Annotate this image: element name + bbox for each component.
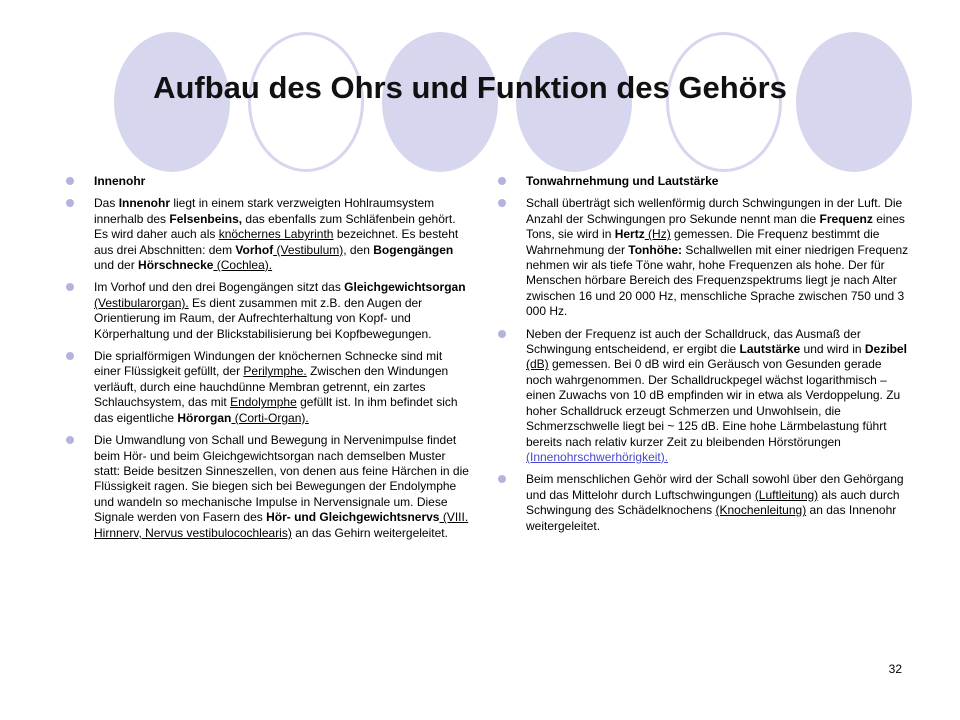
bullet-icon bbox=[66, 283, 74, 291]
list-item bbox=[66, 174, 470, 189]
list-item bbox=[498, 327, 910, 466]
page-number: 32 bbox=[888, 662, 902, 676]
bullet-icon bbox=[66, 177, 74, 185]
paragraph: Die Umwandlung von Schall und Bewegung in Nervenimpulse findet beim Hör- und beim Gleichgewichtsorgan nach demselben Muster statt: Beide besitzen Sinneszellen, von denen aus feine Härchen in die Flüssigkeit ragen. Sie biegen sich bei Bewegungen der Endolymphe und wandeln so mechanische Impulse in Nervensignale um. Diese Signale werden von Fasern des Hör- und Gleichgewichtsnervs (VIII. Hirnnerv, Nervus vestibulocochlearis) an das Gehirn weitergeleitet. bbox=[94, 433, 469, 540]
list-item bbox=[66, 349, 470, 426]
bullet-icon bbox=[66, 199, 74, 207]
paragraph: Das Innenohr liegt in einem stark verzweigten Hohlraumsystem innerhalb des Felsenbeins, das ebenfalls zum Schläfenbein gehört. Es wird daher auch als knöchernes Labyrinth bezeichnet. Es besteht aus drei Abschnitten: dem Vorhof (Vestibulum), den Bogengängen und der Hörschnecke (Cochlea). bbox=[94, 196, 459, 273]
slide-title: Aufbau des Ohrs und Funktion des Gehörs bbox=[153, 70, 787, 105]
section-heading: Tonwahrnehmung und Lautstärke bbox=[526, 174, 719, 188]
paragraph: Im Vorhof und den drei Bogengängen sitzt das Gleichgewichtsorgan (Vestibularorgan). Es dient zusammen mit z.B. den Augen der Orientierung im Raum, der Aufrechterhaltung von Kopf- und Körperhaltung und der Blickstabilisierung bei Kopfbewegungen. bbox=[94, 280, 466, 341]
left-column bbox=[66, 174, 470, 548]
hyperlink[interactable]: (Innenohrschwerhörigkeit). bbox=[526, 449, 669, 464]
bullet-icon bbox=[66, 352, 74, 360]
bullet-icon bbox=[498, 199, 506, 207]
list-item bbox=[498, 196, 910, 319]
paragraph: Neben der Frequenz ist auch der Schalldruck, das Ausmaß der Schwingung entscheidend, er ergibt die Lautstärke und wird in Dezibel (dB) gemessen. Bei 0 dB wird ein Geräusch von Gesunden gerade noch wahrgenommen. Der Schalldruckpegel wächst logarithmisch – einen Zuwachs von 10 dB empfinden wir in etwa als Verdoppelung. Zu hoher Schalldruck erzeugt Schmerzen und Unwohlsein, die Schmerzschwelle liegt bei ~ 125 dB. Eine hohe Lärmbelastung führt bereits nach relativ kurzer Zeit zu bleibenden Hörstörungen (Innenohrschwerhörigkeit). bbox=[526, 326, 907, 464]
list-item bbox=[66, 196, 470, 273]
paragraph: Schall überträgt sich wellenförmig durch Schwingungen in der Luft. Die Anzahl der Schwingungen pro Sekunde nennt man die Frequenz eines Tons, sie wird in Hertz (Hz) gemessen. Die Frequenz bestimmt die Wahrnehmung der Tonhöhe: Schallwellen mit einer niedrigen Frequenz nehmen wir als tiefe Töne wahr, hohe Frequenzen als hohe. Der für Menschen hörbare Bereich des Frequenzspektrums liegt je nach Alter zwischen 16 und 20 000 Hz, menschliche Sprache zwischen 750 und 3 000 Hz. bbox=[526, 196, 909, 319]
bullet-icon bbox=[66, 436, 74, 444]
paragraph: Beim menschlichen Gehör wird der Schall sowohl über den Gehörgang und das Mittelohr durch Luftschwingungen (Luftleitung) als auch durch Schwingung des Schädelknochens (Knochenleitung) an das Innenohr weitergeleitet. bbox=[526, 472, 904, 533]
bullet-icon bbox=[498, 475, 506, 483]
list-item bbox=[498, 472, 910, 534]
section-heading: Innenohr bbox=[94, 174, 146, 188]
list-item bbox=[498, 174, 910, 189]
right-column bbox=[498, 174, 910, 541]
list-item bbox=[66, 280, 470, 342]
bullet-icon bbox=[498, 330, 506, 338]
paragraph: Die sprialförmigen Windungen der knöchernen Schnecke sind mit einer Flüssigkeit gefüllt, der Perilymphe. Zwischen den Windungen verläuft, durch eine hauchdünne Membran getrennt, ein zartes Schlauchsystem, das mit Endolymphe gefüllt ist. In ihm befindet sich das eigentliche Hörorgan (Corti-Organ). bbox=[94, 349, 458, 425]
bullet-icon bbox=[498, 177, 506, 185]
list-item bbox=[66, 433, 470, 541]
